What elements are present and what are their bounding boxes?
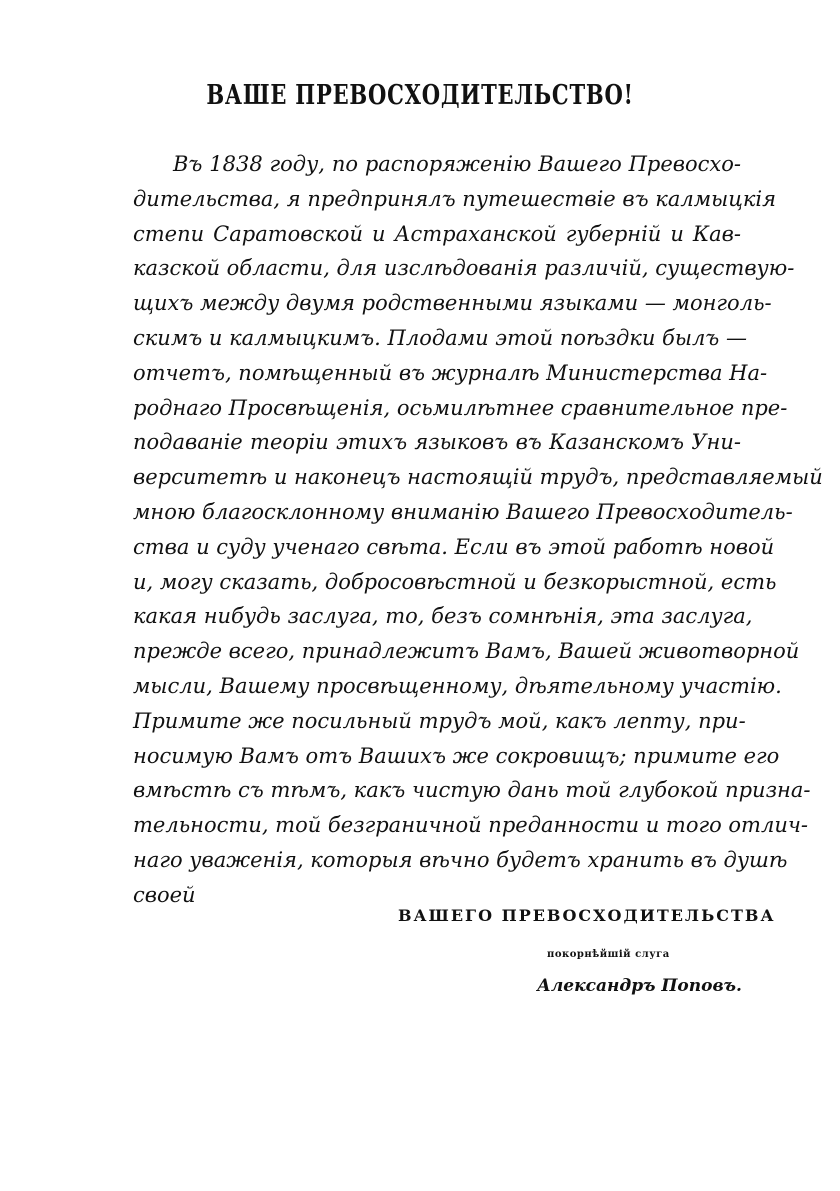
text-line: роднаго Просвѣщенія, осьмилѣтнее сравнительное пре- — [133, 395, 788, 420]
text-line: какая нибудь заслуга, то, безъ сомнѣнія, эта заслуга, — [133, 604, 753, 629]
text-line: своей — [133, 882, 196, 907]
signature: Александръ Поповъ. — [537, 976, 742, 996]
text-line: вмѣстѣ съ тѣмъ, какъ чистую дань той глубокой призна- — [133, 778, 811, 803]
text-line: подаваніе теоріи этихъ языковъ въ Казанскомъ Уни- — [133, 430, 741, 455]
closing-address: ВАШЕГО ПРЕВОСХОДИТЕЛЬСТВА — [398, 906, 776, 925]
text-line: казской области, для изслѣдованія различій, существую- — [133, 256, 795, 281]
text-line: щихъ между двумя родственными языками — монголь- — [133, 291, 772, 316]
text-line: Примите же посильный трудъ мой, какъ лепту, при- — [133, 708, 746, 733]
text-line: тельности, той безграничной преданности и того отлич- — [133, 813, 809, 838]
text-line: мною благосклонному вниманію Вашего Превосходитель- — [133, 499, 793, 524]
text-line: отчетъ, помѣщенный въ журналѣ Министерства На- — [133, 360, 768, 385]
text-line: скимъ и калмыцкимъ. Плодами этой поѣздки былъ — — [133, 325, 747, 350]
text-line: наго уваженія, которыя вѣчно будетъ хранить въ душѣ — [133, 847, 788, 872]
text-line: Въ 1838 году, по распоряженію Вашего Превосхо- — [173, 152, 741, 176]
page-title: ВАШЕ ПРЕВОСХОДИТЕЛЬСТВО! — [206, 80, 634, 111]
text-line: мысли, Вашему просвѣщенному, дѣятельному участію. — [133, 673, 782, 698]
text-line: ства и суду ученаго свѣта. Если въ этой работѣ новой — [133, 534, 775, 559]
dedication-text — [133, 147, 823, 913]
text-line: прежде всего, принадлежитъ Вамъ, Вашей животворной — [133, 639, 800, 664]
text-line: дительства, я предпринялъ путешествіе въ калмыцкія — [133, 186, 777, 211]
servant-line: покорнѣйшій слуга — [547, 949, 670, 960]
text-line: верситетѣ и наконецъ настоящій трудъ, представляемый — [133, 465, 823, 490]
text-line: и, могу сказать, добросовѣстной и безкорыстной, есть — [133, 569, 777, 594]
text-line: степи Саратовской и Астраханской губерній и Кав- — [133, 221, 741, 246]
text-line: носимую Вамъ отъ Вашихъ же сокровищъ; примите его — [133, 743, 780, 768]
